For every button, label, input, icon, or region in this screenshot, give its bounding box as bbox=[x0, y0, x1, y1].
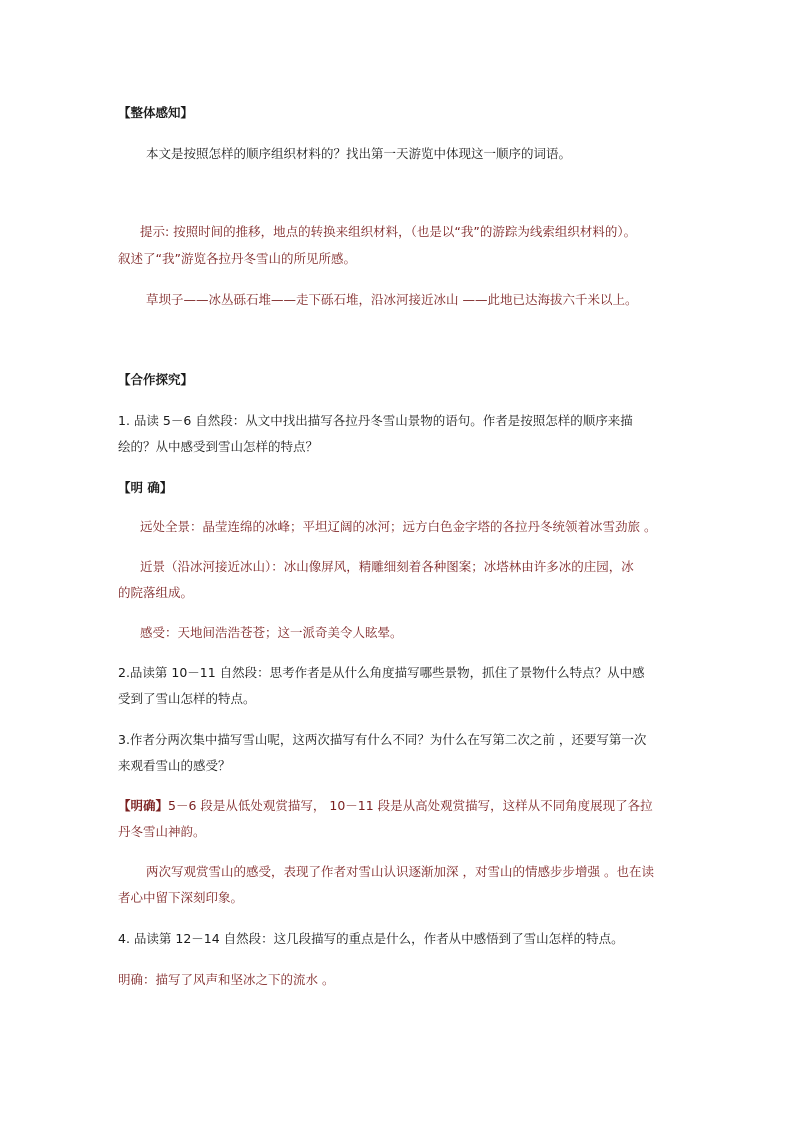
answer-heading: 【明 确】 bbox=[118, 480, 173, 495]
question-4: 4. 品读第 12－14 自然段：这几段描写的重点是什么，作者从中感悟到了雪山怎样的特点。 bbox=[118, 931, 624, 946]
answer-3-para-2-line-2: 者心中留下深刻印象。 bbox=[118, 890, 244, 905]
question-2-line-2: 受到了雪山怎样的特点。 bbox=[118, 691, 256, 706]
answer-3-label: 【明确】 bbox=[118, 798, 169, 813]
answer-3-line-2: 丹冬雪山神韵。 bbox=[118, 824, 206, 839]
answer-3-para-2-line-1: 两次写观赏雪山的感受，表现了作者对雪山认识逐渐加深 ，对雪山的情感步步增强 。也在读 bbox=[146, 864, 654, 879]
question-order: 本文是按照怎样的顺序组织材料的？找出第一天游览中体现这一顺序的词语。 bbox=[146, 146, 572, 161]
question-1-line-2: 绘的？从中感受到雪山怎样的特点？ bbox=[118, 439, 319, 454]
answer-feeling: 感受：天地间浩浩苍苍；这一派奇美令人眩晕。 bbox=[140, 625, 403, 640]
hint-line-1: 提示: 按照时间的推移，地点的转换来组织材料，（也是以“我”的游踪为线索组织材料的）。 bbox=[140, 224, 637, 239]
answer-near-view-line-2: 的院落组成。 bbox=[118, 585, 194, 600]
question-3-line-2: 来观看雪山的感受？ bbox=[118, 758, 231, 773]
question-1-line-1: 1. 品读 5－6 自然段：从文中找出描写各拉丹冬雪山景物的语句。作者是按照怎样的顺序来描 bbox=[118, 413, 633, 428]
question-2-line-1: 2.品读第 10－11 自然段：思考作者是从什么角度描写哪些景物，抓住了景物什么特点？从中感 bbox=[118, 665, 645, 680]
section-heading-cooperate: 【合作探究】 bbox=[118, 372, 194, 387]
answer-3-line-1 bbox=[118, 797, 653, 815]
answer-4: 明确：描写了风声和坚冰之下的流水 。 bbox=[118, 972, 335, 987]
answer-far-view: 远处全景：晶莹连绵的冰峰；平坦辽阔的冰河；远方白色金字塔的各拉丹冬统领着冰雪劲旅 。 bbox=[140, 519, 657, 534]
hint-line-2: 叙述了“我”游览各拉丹冬雪山的所见所感。 bbox=[118, 251, 356, 266]
answer-near-view-line-1: 近景（沿冰河接近冰山）：冰山像屏风，精雕细刻着各种图案；冰塔林由许多冰的庄园，冰 bbox=[140, 559, 634, 574]
section-heading-overview: 【整体感知】 bbox=[118, 105, 194, 120]
answer-3-line-1-text: 5－6 段是从低处观赏描写， 10－11 段是从高处观赏描写，这样从不同角度展现了各拉 bbox=[168, 798, 653, 813]
question-3-line-1: 3.作者分两次集中描写雪山呢，这两次描写有什么不同？为什么在写第二次之前 ，还要写第一次 bbox=[118, 732, 647, 747]
route-sequence: 草坝子——冰丛砾石堆——走下砾石堆，沿冰河接近冰山 ——此地已达海拔六千米以上。 bbox=[146, 292, 638, 307]
